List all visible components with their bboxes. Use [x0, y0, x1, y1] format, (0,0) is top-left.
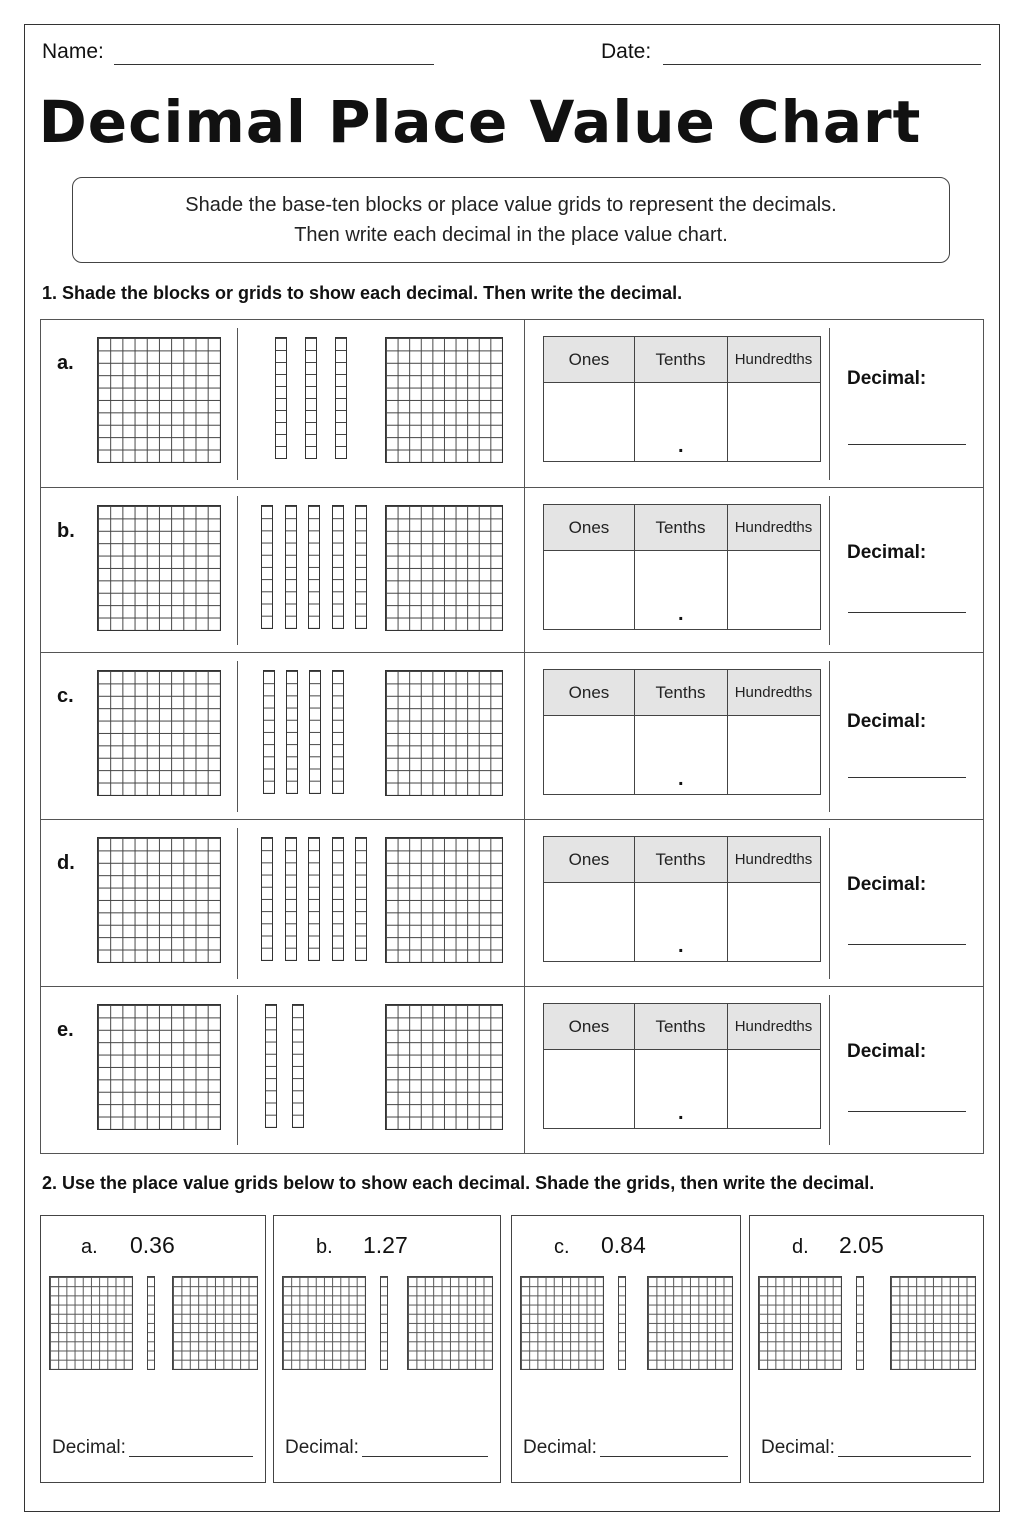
decimal-answer-line[interactable] [848, 612, 966, 613]
date-field[interactable] [663, 64, 981, 65]
header-tenths: Tenths [655, 850, 706, 869]
place-value-table [543, 836, 821, 962]
tenth-rod[interactable] [305, 337, 317, 459]
hundred-grid-left[interactable] [97, 1004, 221, 1130]
hundred-grid-left[interactable] [97, 505, 221, 631]
practice-label: d. [792, 1236, 809, 1258]
decimal-divider [829, 496, 830, 645]
hundred-grid-right[interactable] [385, 337, 503, 463]
tenth-rod[interactable] [332, 837, 344, 961]
decimal-answer-line[interactable] [848, 444, 966, 445]
digit-cell-ones[interactable] [546, 885, 632, 959]
header-hundredths: Hundredths [734, 684, 813, 701]
practice-grid-right[interactable] [407, 1276, 493, 1370]
header-ones: Ones [568, 350, 610, 369]
digit-cell-ones[interactable] [546, 1052, 632, 1126]
tenth-rod[interactable] [332, 670, 344, 794]
column-divider [524, 320, 525, 487]
header-tenths: Tenths [655, 518, 706, 537]
digit-cell-hundredths[interactable] [729, 385, 818, 459]
decimal-point: . [678, 768, 684, 790]
digit-cell-hundredths[interactable] [729, 1052, 818, 1126]
practice-label: b. [316, 1236, 333, 1258]
decimal-label: Decimal: [847, 1041, 927, 1062]
row-label: a. [57, 352, 74, 374]
table-row [41, 987, 983, 1153]
practice-decimal-value: 0.84 [601, 1232, 646, 1258]
practice-grid-left[interactable] [520, 1276, 604, 1370]
decimal-point: . [678, 1102, 684, 1124]
tenth-rod[interactable] [265, 1004, 277, 1128]
tenth-rod[interactable] [285, 837, 297, 961]
header-tenths: Tenths [655, 1017, 706, 1036]
tenth-rod[interactable] [355, 837, 367, 961]
block-divider [237, 496, 238, 645]
practice-rod[interactable] [618, 1276, 626, 1370]
place-value-table [543, 504, 821, 630]
digit-cell-hundredths[interactable] [729, 553, 818, 627]
tenth-rod[interactable] [355, 505, 367, 629]
decimal-label: Decimal: [847, 874, 927, 895]
hundred-grid-left[interactable] [97, 670, 221, 796]
header-tenths: Tenths [655, 683, 706, 702]
instructions-line-2: Then write each decimal in the place value chart. [294, 224, 728, 246]
tenth-rod[interactable] [308, 837, 320, 961]
table-column-line [727, 670, 728, 794]
block-divider [237, 995, 238, 1145]
practice-box [511, 1215, 741, 1483]
practice-rod[interactable] [380, 1276, 388, 1370]
digit-cell-ones[interactable] [546, 385, 632, 459]
column-divider [524, 820, 525, 986]
table-column-line [634, 505, 635, 629]
practice-grid-left[interactable] [758, 1276, 842, 1370]
practice-answer-line[interactable] [838, 1456, 971, 1457]
practice-decimal-label: Decimal: [523, 1437, 597, 1458]
practice-grid-right[interactable] [890, 1276, 976, 1370]
decimal-label: Decimal: [847, 368, 927, 389]
practice-grid-right[interactable] [172, 1276, 258, 1370]
practice-rod[interactable] [856, 1276, 864, 1370]
table-column-line [727, 505, 728, 629]
hundred-grid-right[interactable] [385, 1004, 503, 1130]
row-label: b. [57, 520, 75, 542]
decimal-point: . [678, 603, 684, 625]
hundred-grid-right[interactable] [385, 837, 503, 963]
column-divider [524, 488, 525, 652]
question-2-heading: 2. Use the place value grids below to show each decimal. Shade the grids, then write the decimal. [42, 1173, 875, 1193]
practice-decimal-value: 0.36 [130, 1232, 175, 1258]
header-hundredths: Hundredths [734, 851, 813, 868]
header-tenths: Tenths [655, 350, 706, 369]
practice-grid-right[interactable] [647, 1276, 733, 1370]
block-divider [237, 328, 238, 480]
instructions-line-1: Shade the base-ten blocks or place value grids to represent the decimals. [185, 194, 837, 216]
place-value-table [543, 1003, 821, 1129]
tenth-rod[interactable] [335, 337, 347, 459]
practice-answer-line[interactable] [129, 1456, 253, 1457]
date-label: Date: [601, 40, 652, 63]
column-divider [524, 653, 525, 819]
name-label: Name: [42, 40, 104, 63]
place-value-table [543, 336, 821, 462]
tenth-rod[interactable] [263, 670, 275, 794]
name-field[interactable] [114, 64, 434, 65]
practice-decimal-label: Decimal: [52, 1437, 126, 1458]
block-divider [237, 828, 238, 979]
table-row [41, 653, 983, 820]
decimal-point: . [678, 435, 684, 457]
decimal-divider [829, 995, 830, 1145]
tenth-rod[interactable] [285, 505, 297, 629]
practice-rod[interactable] [147, 1276, 155, 1370]
practice-box [273, 1215, 501, 1483]
table-column-line [634, 837, 635, 961]
header-ones: Ones [568, 1017, 610, 1036]
header-hundredths: Hundredths [734, 1018, 813, 1035]
instructions-box [72, 177, 950, 263]
practice-box [40, 1215, 266, 1483]
table-row [41, 320, 983, 488]
table-row [41, 820, 983, 987]
header-ones: Ones [568, 850, 610, 869]
header-hundredths: Hundredths [734, 351, 813, 368]
header-ones: Ones [568, 518, 610, 537]
header-ones: Ones [568, 683, 610, 702]
practice-grid-left[interactable] [49, 1276, 133, 1370]
practice-decimal-label: Decimal: [761, 1437, 835, 1458]
hundred-grid-right[interactable] [385, 670, 503, 796]
tenth-rod[interactable] [332, 505, 344, 629]
digit-cell-ones[interactable] [546, 718, 632, 792]
digit-cell-hundredths[interactable] [729, 718, 818, 792]
practice-grid-left[interactable] [282, 1276, 366, 1370]
practice-answer-line[interactable] [600, 1456, 728, 1457]
row-label: c. [57, 685, 74, 707]
practice-answer-line[interactable] [362, 1456, 488, 1457]
digit-cell-hundredths[interactable] [729, 885, 818, 959]
tenth-rod[interactable] [309, 670, 321, 794]
decimal-divider [829, 828, 830, 979]
table-column-line [727, 1004, 728, 1128]
table-column-line [727, 337, 728, 461]
question-1-table [40, 319, 984, 1154]
decimal-answer-line[interactable] [848, 944, 966, 945]
header-hundredths: Hundredths [734, 519, 813, 536]
tenth-rod[interactable] [292, 1004, 304, 1128]
practice-label: a. [81, 1236, 98, 1258]
question-1-heading: 1. Shade the blocks or grids to show each decimal. Then write the decimal. [42, 283, 683, 303]
decimal-point: . [678, 935, 684, 957]
tenth-rod[interactable] [261, 505, 273, 629]
decimal-divider [829, 328, 830, 480]
decimal-divider [829, 661, 830, 812]
block-divider [237, 661, 238, 812]
decimal-answer-line[interactable] [848, 777, 966, 778]
row-label: d. [57, 852, 75, 874]
page-title: Decimal Place Value Chart [38, 88, 922, 156]
row-label: e. [57, 1019, 74, 1041]
tenth-rod[interactable] [275, 337, 287, 459]
tenth-rod[interactable] [308, 505, 320, 629]
hundred-grid-right[interactable] [385, 505, 503, 631]
decimal-label: Decimal: [847, 711, 927, 732]
practice-decimal-value: 1.27 [363, 1232, 408, 1258]
tenth-rod[interactable] [261, 837, 273, 961]
column-divider [524, 987, 525, 1153]
decimal-answer-line[interactable] [848, 1111, 966, 1112]
table-column-line [634, 670, 635, 794]
practice-label: c. [554, 1236, 570, 1258]
place-value-table [543, 669, 821, 795]
table-row [41, 488, 983, 653]
tenth-rod[interactable] [286, 670, 298, 794]
hundred-grid-left[interactable] [97, 837, 221, 963]
practice-box [749, 1215, 984, 1483]
practice-decimal-label: Decimal: [285, 1437, 359, 1458]
table-column-line [727, 837, 728, 961]
decimal-label: Decimal: [847, 542, 927, 563]
table-column-line [634, 337, 635, 461]
digit-cell-ones[interactable] [546, 553, 632, 627]
practice-decimal-value: 2.05 [839, 1232, 884, 1258]
hundred-grid-left[interactable] [97, 337, 221, 463]
table-column-line [634, 1004, 635, 1128]
